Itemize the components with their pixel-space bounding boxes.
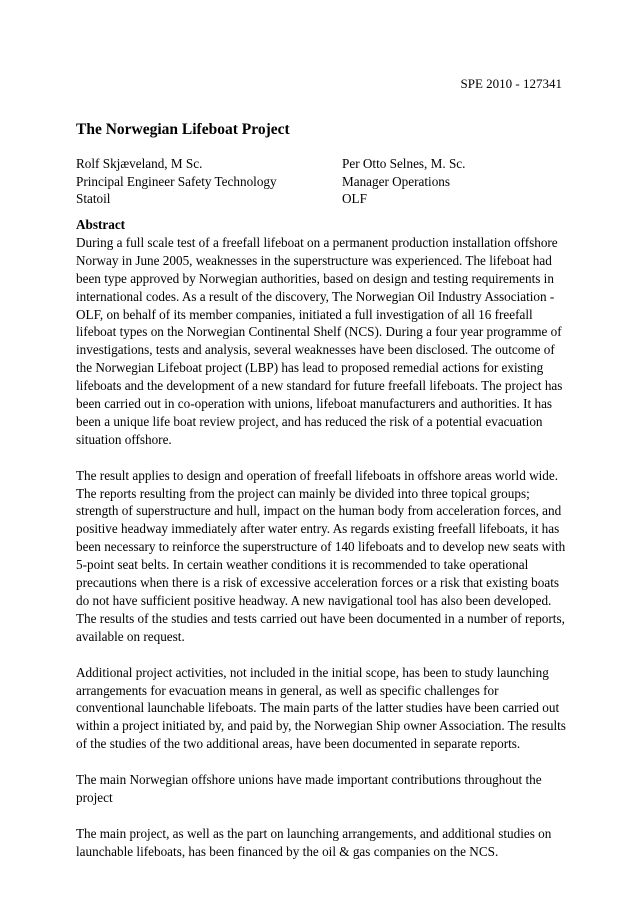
abstract-paragraph-4: The main Norwegian offshore unions have made important contributions throughout the project <box>76 772 542 805</box>
author-2 <box>342 155 465 208</box>
author-2-org: OLF <box>342 191 367 206</box>
author-1-name: Rolf Skjæveland, M Sc. <box>76 156 203 171</box>
abstract-paragraph-3: Additional project activities, not included in the initial scope, has been to study launching arrangements for evacuation means in general, as well as specific challenges for conventional launchable lifeboats. The main parts of the latter studies have been carried out within a project initiated by, and paid by, the Norwegian Ship owner Association. The results of the studies of the two additional areas, have been documented in separate reports. <box>76 664 566 752</box>
author-1 <box>76 155 277 208</box>
abstract-heading: Abstract <box>76 217 126 232</box>
abstract-section <box>76 216 568 878</box>
abstract-paragraph-1: During a full scale test of a freefall lifeboat on a permanent production installation offshore Norway in June 2005, weaknesses in the superstructure was experienced. The lifeboat had been type approved by Norwegian authorities, based on design and testing requirements in international codes. As a result of the discovery, The Norwegian Oil Industry Association - OLF, on behalf of its member companies, initiated a full investigation of all 16 freefall lifeboat types on the Norwegian Continental Shelf (NCS). During a four year programme of investigations, tests and analysis, several weaknesses have been disclosed. The outcome of the Norwegian Lifeboat project (LBP) has lead to proposed remedial actions for existing lifeboats and the development of a new standard for future freefall lifeboats. The project has been carried out in co-operation with unions, lifeboat manufacturers and authorities. It has been a unique life boat review project, and has reduced the risk of a potential evacuation situation offshore. <box>76 234 563 447</box>
author-1-role: Principal Engineer Safety Technology <box>76 173 277 189</box>
abstract-paragraph-5: The main project, as well as the part on launching arrangements, and additional studies on launchable lifeboats, has been financed by the oil & gas companies on the NCS. <box>76 825 552 859</box>
author-2-name: Per Otto Selnes, M. Sc. <box>342 156 466 171</box>
author-2-role: Manager Operations <box>342 173 451 189</box>
paper-title: The Norwegian Lifeboat Project <box>76 121 290 138</box>
document-id: SPE 2010 - 127341 <box>460 76 562 91</box>
abstract-paragraph-2: The result applies to design and operation of freefall lifeboats in offshore areas world wide. The reports resulting from the project can mainly be divided into three topical groups; strength of superstructure and hull, impact on the human body from acceleration forces, and positive headway immediately after water entry. As regards existing freefall lifeboats, it has been necessary to reinforce the superstructure of 140 lifeboats and to develop new seats with 5-point seat belts. In certain weather conditions it is recommended to take operational precautions when there is a risk of excessive acceleration forces or a risk that existing boats do not have sufficient positive headway. A new navigational tool has also been developed. The results of the studies and tests carried out have been documented in a number of reports, available on request. <box>76 467 566 644</box>
author-1-org: Statoil <box>76 191 111 206</box>
